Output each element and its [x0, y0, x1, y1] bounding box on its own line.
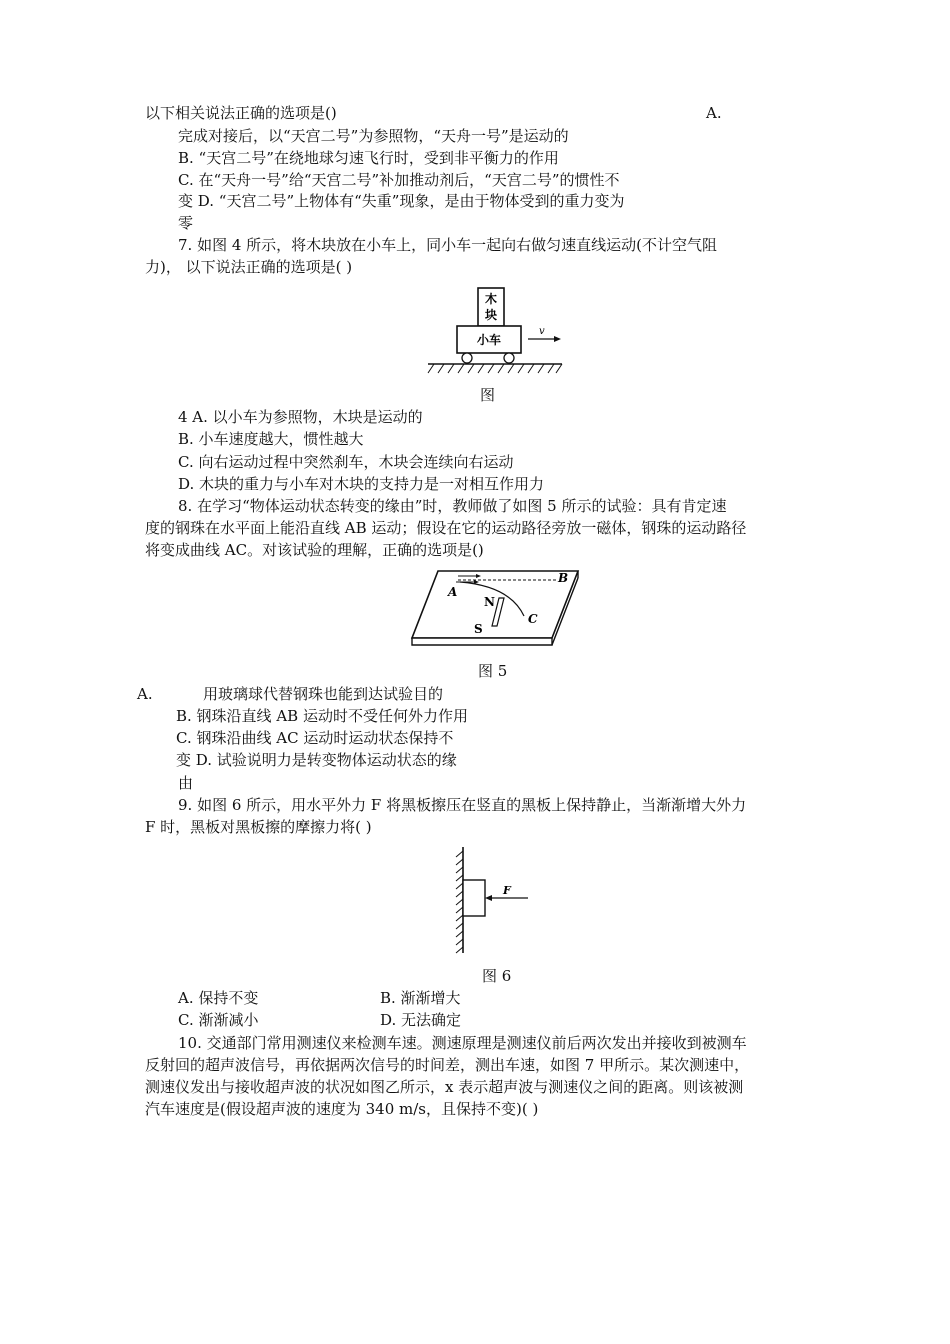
table-thickness — [412, 638, 552, 645]
wood-block-label-2: 块 — [484, 308, 498, 322]
q7-option-a: 4 A. 以小车为参照物，木块是运动的 — [178, 408, 423, 426]
q8-stem-3: 将变成曲线 AC。对该试验的理解，正确的选项是() — [145, 541, 484, 559]
q10-stem-3: 测速仪发出与接收超声波的状况如图乙所示，x 表示超声波与测速仪之间的距离。则该被测 — [145, 1078, 744, 1096]
q8-option-a: 用玻璃球代替钢珠也能到达试验目的 — [203, 685, 444, 703]
figure-5-magnet-track — [410, 566, 582, 652]
q6-option-a-label: A. — [706, 104, 722, 122]
q7-option-d: D. 木块的重力与小车对木块的支持力是一对相互作用力 — [178, 475, 545, 493]
wall-hatching — [456, 851, 463, 953]
q6-option-cd: 变 D. “天宫二号”上物体有“失重”现象，是由于物体受到的重力变为 — [178, 192, 625, 210]
q6-option-b: B. “天宫二号”在绕地球匀速飞行时，受到非平衡力的作用 — [178, 149, 559, 167]
q6-option-c: C. 在“天舟一号”给“天宫二号”补加推动剂后，“天宫二号”的惯性不 — [178, 171, 620, 189]
q8-option-b: B. 钢珠沿直线 AB 运动时不受任何外力作用 — [176, 707, 468, 725]
cart-label: 小车 — [476, 333, 502, 347]
q9-option-c: C. 渐渐减小 — [178, 1011, 259, 1029]
q9-option-d: D. 无法确定 — [380, 1011, 462, 1029]
figure-5-caption: 图 5 — [478, 662, 508, 680]
velocity-label: v — [539, 326, 545, 337]
figure-4-caption: 图 — [480, 386, 496, 404]
cart-wheel-left — [462, 353, 472, 363]
q9-stem-1: 9. 如图 6 所示，用水平外力 F 将黑板擦压在竖直的黑板上保持静止，当渐渐增大外力 — [178, 796, 747, 814]
eraser — [463, 880, 485, 916]
cart-wheel-right — [504, 353, 514, 363]
point-c-label: C — [528, 612, 538, 626]
point-a-label: A — [448, 585, 458, 599]
force-label: F — [503, 884, 511, 897]
q7-stem-2: 力)， 以下说法正确的选项是( ) — [145, 258, 353, 276]
q10-stem-1: 10. 交通部门常用测速仪来检测车速。测速原理是测速仪前后两次发出并接收到被测车 — [178, 1034, 747, 1052]
q7-stem-1: 7. 如图 4 所示，将木块放在小车上，同小车一起向右做匀速直线运动(不计空气阻 — [178, 236, 718, 254]
figure-6-caption: 图 6 — [482, 967, 512, 985]
q9-stem-2: F 时，黑板对黑板擦的摩擦力将( ) — [145, 818, 372, 836]
q8-option-a-label: A. — [137, 685, 153, 703]
velocity-arrowhead — [554, 336, 561, 342]
magnet-n-label: N — [484, 595, 495, 609]
figure-4-cart-block — [420, 283, 570, 379]
table-surface — [412, 571, 578, 638]
q8-option-d-end: 由 — [178, 774, 194, 792]
q8-option-c: C. 钢珠沿曲线 AC 运动时运动状态保持不 — [176, 729, 454, 747]
point-b-label: B — [558, 571, 569, 585]
q8-stem-1: 8. 在学习“物体运动状态转变的缘由”时，教师做了如图 5 所示的试验：具有肯定速 — [178, 497, 727, 515]
q6-option-a: 完成对接后，以“天宫二号”为参照物，“天舟一号”是运动的 — [178, 127, 569, 145]
q6-option-d-end: 零 — [178, 214, 194, 232]
q7-option-b: B. 小车速度越大，惯性越大 — [178, 430, 364, 448]
ground-hatching — [428, 364, 562, 373]
figure-6-blackboard-eraser — [446, 845, 546, 957]
q6-stem: 以下相关说法正确的选项是() — [145, 104, 337, 122]
q7-option-c: C. 向右运动过程中突然刹车，木块会连续向右运动 — [178, 453, 514, 471]
q9-option-a: A. 保持不变 — [178, 989, 259, 1007]
force-arrowhead — [485, 895, 492, 901]
q8-option-cd: 变 D. 试验说明力是转变物体运动状态的缘 — [176, 751, 457, 769]
q10-stem-4: 汽车速度是(假设超声波的速度为 340 m/s，且保持不变)( ) — [145, 1100, 539, 1118]
q9-option-b: B. 渐渐增大 — [380, 989, 461, 1007]
q8-stem-2: 度的钢珠在水平面上能沿直线 AB 运动；假设在它的运动路径旁放一磁体，钢珠的运动路径 — [145, 519, 747, 537]
q10-stem-2: 反射回的超声波信号，再依据两次信号的时间差，测出车速，如图 7 甲所示。某次测速中， — [145, 1056, 750, 1074]
magnet-s-label: S — [474, 622, 483, 636]
wood-block-label-1: 木 — [484, 292, 498, 306]
